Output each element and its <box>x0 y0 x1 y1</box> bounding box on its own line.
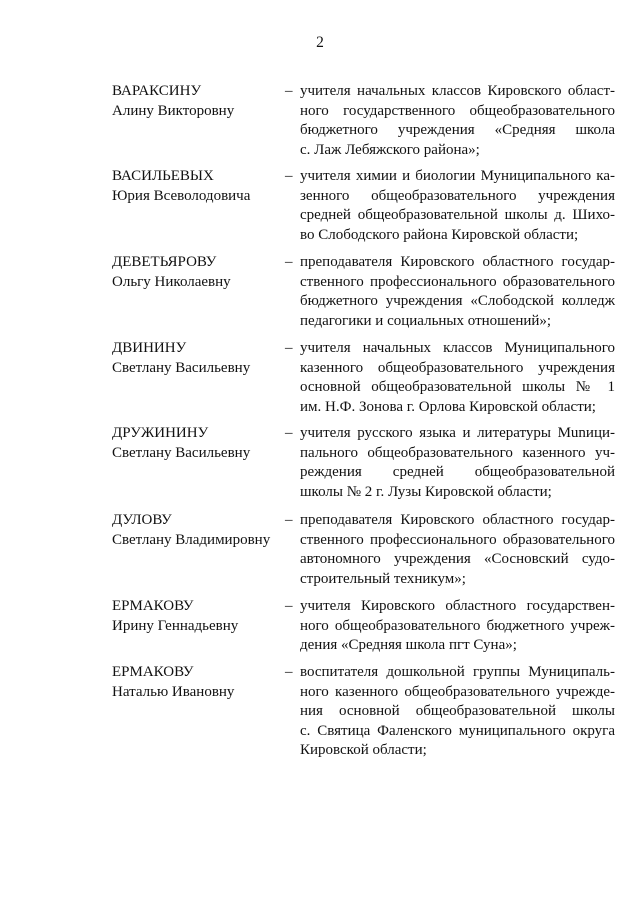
position-description <box>300 253 615 331</box>
dash-separator: – <box>285 598 293 614</box>
description-line: преподавателя Кировского областного государ- <box>300 254 615 270</box>
description-line: бюджетного учреждения «Слободской колледж <box>300 293 615 309</box>
description-line: с. Лаж Лебяжского района»; <box>300 141 480 158</box>
given-names: Наталью Ивановну <box>112 683 235 700</box>
dash-separator: – <box>285 168 293 184</box>
surname: ВАРАКСИНУ <box>112 83 202 99</box>
description-line: основной общеобразовательной школы № 1 <box>300 379 615 395</box>
position-description <box>300 167 615 245</box>
dash-separator: – <box>285 254 293 270</box>
person-name <box>112 597 282 636</box>
description-line: им. Н.Ф. Зонова г. Орлова Кировской области; <box>300 398 596 415</box>
person-name <box>112 253 282 292</box>
surname: ЕРМАКОВУ <box>112 598 194 614</box>
position-description <box>300 511 615 589</box>
description-line: ного общеобразовательного бюджетного учреж- <box>300 617 615 634</box>
person-name <box>112 167 282 206</box>
description-line: автономного учреждения «Сосновский судо- <box>300 551 615 567</box>
surname: ЕРМАКОВУ <box>112 664 194 680</box>
surname: ДРУЖИНИНУ <box>112 425 209 441</box>
position-description <box>300 82 615 160</box>
given-names: Юрия Всеволодовича <box>112 187 251 204</box>
description-line: преподавателя Кировского областного государ- <box>300 512 615 528</box>
description-line: во Слободского района Кировской области; <box>300 226 579 243</box>
description-line: дения «Средняя школа пгт Суна»; <box>300 637 517 653</box>
description-line: ственного профессионального образовательного <box>300 273 615 290</box>
description-line: учителя начальных классов Муниципального <box>300 340 615 356</box>
description-line: строительный техникум»; <box>300 570 466 587</box>
description-line: учителя химии и биологии Муниципального ка- <box>300 168 615 184</box>
given-names: Ирину Геннадьевну <box>112 617 239 634</box>
description-line: ния основной общеобразовательной школы <box>300 703 615 719</box>
description-line: зенного общеобразовательного учреждения <box>300 187 615 204</box>
dash-separator: – <box>285 512 293 528</box>
position-description <box>300 663 615 761</box>
surname: ДВИНИНУ <box>112 340 187 356</box>
dash-separator: – <box>285 425 293 441</box>
position-description <box>300 339 615 417</box>
description-line: средней общеобразовательной школы д. Шихо- <box>300 207 615 223</box>
page-number: 2 <box>316 34 324 51</box>
person-name <box>112 511 282 550</box>
description-line: учителя начальных классов Кировского област- <box>300 83 615 99</box>
description-line: учителя русского языка и литературы Munици- <box>300 425 615 441</box>
description-line: ного казенного общеобразовательного учрежде- <box>300 683 615 700</box>
description-line: ственного профессионального образовательного <box>300 531 615 548</box>
dash-separator: – <box>285 83 293 99</box>
description-line: казенного общеобразовательного учреждения <box>300 359 615 376</box>
description-line: ного государственного общеобразовательного <box>300 102 615 119</box>
given-names: Светлану Васильевну <box>112 359 251 376</box>
description-line: бюджетного учреждения «Средняя школа <box>300 122 615 138</box>
description-line: пального общеобразовательного казенного уч- <box>300 444 615 461</box>
description-line: учителя Кировского областного государствен- <box>300 598 615 614</box>
description-line: школы № 2 г. Лузы Кировской области; <box>300 483 552 500</box>
surname: ДЕВЕТЬЯРОВУ <box>112 254 217 270</box>
person-name <box>112 424 282 463</box>
surname: ДУЛОВУ <box>112 512 172 528</box>
position-description <box>300 597 615 656</box>
given-names: Светлану Васильевну <box>112 444 251 461</box>
person-name <box>112 339 282 378</box>
position-description <box>300 424 615 502</box>
person-name <box>112 82 282 121</box>
description-line: педагогики и социальных отношений»; <box>300 312 552 329</box>
given-names: Алину Викторовну <box>112 102 235 119</box>
surname: ВАСИЛЬЕВЫХ <box>112 168 214 184</box>
given-names: Светлану Владимировну <box>112 531 271 548</box>
description-line: воспитателя дошкольной группы Муниципаль- <box>300 664 615 680</box>
person-name <box>112 663 282 702</box>
given-names: Ольгу Николаевну <box>112 273 231 290</box>
description-line: Кировской области; <box>300 742 427 758</box>
description-line: реждения средней общеобразовательной <box>300 464 615 480</box>
description-line: с. Святица Фаленского муниципального округа <box>300 722 615 739</box>
dash-separator: – <box>285 664 293 680</box>
dash-separator: – <box>285 340 293 356</box>
